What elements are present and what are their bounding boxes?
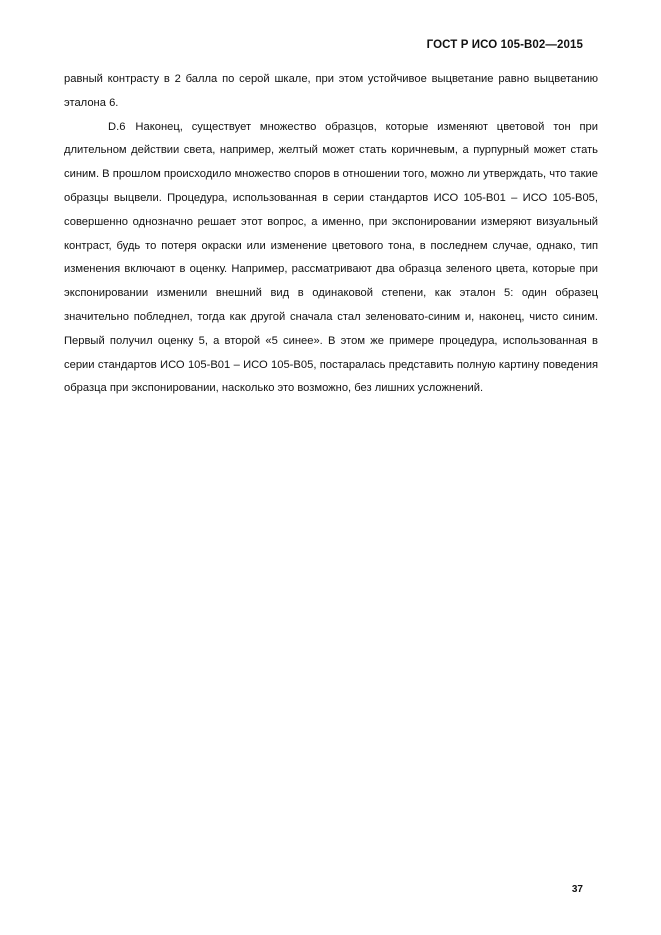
body-text bbox=[64, 68, 598, 401]
paragraph-d6-text: Наконец, существует множество образцов, которые изменяют цветовой тон при длительном действии света, например, желтый может стать коричневым, а пурпурный может стать синим. В прошлом происходило множество споров в отношении того, можно ли утверждать, что такие образцы выцвели. Процедура, использованная в серии стандартов ИСО 105-В01 – ИСО 105-В05, совершенно однозначно решает этот вопрос, а именно, при экспонировании измеряют визуальный контраст, будь то потеря окраски или изменение цветового тона, в последнем случае, однако, тип изменения включают в оценку. Например, рассматривают два образца зеленого цвета, которые при экспонировании изменили внешний вид в одинаковой степени, как эталон 5: один образец значительно побледнел, тогда как другой сначала стал зеленовато-синим и, наконец, чисто синим. Первый получил оценку 5, а второй «5 синее». В этом же примере процедура, использованная в серии стандартов ИСО 105-В01 – ИСО 105-В05, постаралась представить полную картину поведения образца при экспонировании, насколько это возможно, без лишних усложнений. bbox=[64, 120, 598, 395]
paragraph-number: D.6 bbox=[108, 120, 126, 133]
page-number: 37 bbox=[571, 884, 583, 895]
paragraph-d6 bbox=[64, 116, 598, 402]
continuation-paragraph: равный контрасту в 2 балла по серой шкале, при этом устойчивое выцветание равно выцветанию эталона 6. bbox=[64, 73, 598, 109]
standard-header: ГОСТ Р ИСО 105-В02—2015 bbox=[426, 39, 583, 51]
